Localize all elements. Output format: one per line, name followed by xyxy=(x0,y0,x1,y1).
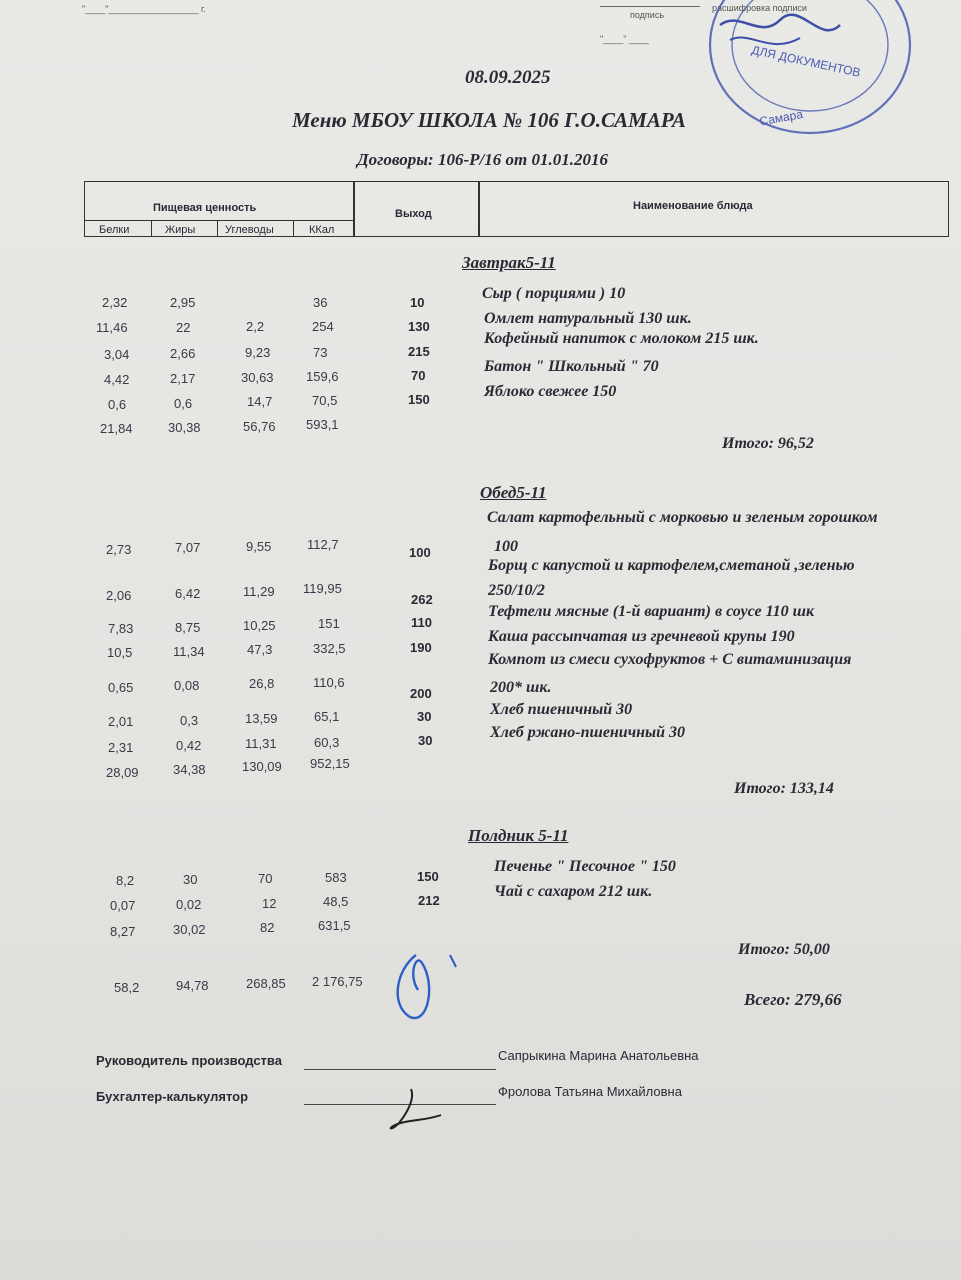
podpis-label: подпись xyxy=(630,10,665,20)
nutrition-cell: 8,75 xyxy=(175,620,201,635)
signature-name: Фролова Татьяна Михайловна xyxy=(498,1084,682,1099)
nutrition-cell: 28,09 xyxy=(106,765,139,780)
nutrition-cell: 4,42 xyxy=(104,372,130,387)
nutrition-cell: 112,7 xyxy=(307,537,339,552)
yield-cell: 30 xyxy=(418,733,433,748)
nutrition-cell: 0,6 xyxy=(174,396,193,411)
nutrition-cell: 8,27 xyxy=(110,924,136,939)
nutrition-cell: 22 xyxy=(176,320,191,335)
signature-name: Сапрыкина Марина Анатольевна xyxy=(498,1048,699,1063)
nutrition-cell: 2,66 xyxy=(170,346,196,361)
nutrition-cell: 0,6 xyxy=(108,397,127,412)
nutrition-cell: 82 xyxy=(260,920,275,935)
nutrition-cell: 2,73 xyxy=(106,542,132,557)
dish-name-cont: 200* шк. xyxy=(490,679,552,696)
nutrition-cell: 7,83 xyxy=(108,621,134,636)
nutrition-cell: 254 xyxy=(312,319,334,334)
yield-cell: 70 xyxy=(411,368,426,383)
dish-name: Чай с сахаром 212 шк. xyxy=(494,883,653,900)
menu-date: 08.09.2025 xyxy=(465,67,551,88)
section-title-breakfast: Завтрак5-11 xyxy=(462,253,556,272)
nutrition-cell: 0,65 xyxy=(108,680,134,695)
yield-cell: 150 xyxy=(408,392,430,407)
nutrition-cell: 56,76 xyxy=(243,419,276,434)
nutrition-cell: 3,04 xyxy=(104,347,130,362)
nutrition-cell: 2,95 xyxy=(170,295,196,310)
nutrition-cell: 11,29 xyxy=(243,584,275,599)
nutrition-cell: 70,5 xyxy=(312,393,338,408)
nutrition-cell: 7,07 xyxy=(175,540,201,555)
dish-name: Компот из смеси сухофруктов + С витаминизация xyxy=(488,651,852,668)
col-protein: Белки xyxy=(99,224,130,236)
nutrition-cell: 119,95 xyxy=(303,581,342,596)
dish-name: Яблоко свежее 150 xyxy=(484,383,617,400)
nutrition-cell: 30,02 xyxy=(173,922,206,937)
section-itogo: Итого: 96,52 xyxy=(722,435,814,452)
nutrition-cell: 952,15 xyxy=(310,756,350,771)
nutrition-cell: 26,8 xyxy=(249,676,275,691)
nutrition-cell: 2,2 xyxy=(246,319,265,334)
approval-date-line: "____"__________________ г. xyxy=(82,4,206,14)
nutrition-cell: 30,38 xyxy=(168,420,201,435)
nutrition-cell: 2,06 xyxy=(106,588,132,603)
nutrition-cell: 110,6 xyxy=(313,675,345,690)
nutrition-cell: 593,1 xyxy=(306,417,339,432)
nutrition-cell: 47,3 xyxy=(247,642,273,657)
nutrition-cell: 60,3 xyxy=(314,735,340,750)
nutrition-cell: 11,34 xyxy=(173,644,205,659)
col-yield: Выход xyxy=(395,208,432,220)
grand-total-vsego: Всего: 279,66 xyxy=(744,990,842,1009)
nutrition-cell: 10,5 xyxy=(107,645,133,660)
col-fat: Жиры xyxy=(165,224,196,236)
nutrition-cell: 94,78 xyxy=(176,978,209,993)
nutrition-cell: 65,1 xyxy=(314,709,340,724)
table-header xyxy=(84,181,949,237)
dish-name: Каша рассыпчатая из гречневой крупы 190 xyxy=(488,628,795,645)
nutrition-cell: 58,2 xyxy=(114,980,140,995)
dish-name: Борщ с капустой и картофелем,сметаной ,зеленью xyxy=(488,557,855,574)
section-itogo: Итого: 133,14 xyxy=(734,780,834,797)
accountant-signature xyxy=(385,1085,445,1135)
nutrition-cell: 0,08 xyxy=(174,678,200,693)
approval-date-line-2: "____" ____ xyxy=(600,34,649,44)
yield-cell: 215 xyxy=(408,344,430,359)
nutrition-cell: 2,01 xyxy=(108,714,134,729)
dish-name: Сыр ( порциями ) 10 xyxy=(482,285,626,302)
nutrition-cell: 151 xyxy=(318,616,340,631)
yield-cell: 110 xyxy=(411,615,432,630)
menu-title: Меню МБОУ ШКОЛА № 106 Г.О.САМАРА xyxy=(292,108,686,132)
nutrition-cell: 0,42 xyxy=(176,738,202,753)
nutrition-cell: 6,42 xyxy=(175,586,201,601)
nutrition-cell: 11,46 xyxy=(96,320,128,335)
nutrition-cell: 70 xyxy=(258,871,273,886)
yield-cell: 150 xyxy=(417,869,439,884)
nutrition-cell: 0,02 xyxy=(176,897,202,912)
dish-name: Тефтели мясные (1-й вариант) в соусе 110 шк xyxy=(488,603,815,620)
nutrition-cell: 9,23 xyxy=(245,345,271,360)
nutrition-cell: 30 xyxy=(183,872,198,887)
nutrition-cell: 631,5 xyxy=(318,918,351,933)
nutrition-cell: 30,63 xyxy=(241,370,274,385)
dish-name: Хлеб ржано-пшеничный 30 xyxy=(490,724,685,741)
col-dish-name: Наименование блюда xyxy=(633,200,753,212)
section-title-lunch: Обед5-11 xyxy=(480,483,547,502)
nutrition-cell: 10,25 xyxy=(243,618,276,633)
nutrition-cell: 11,31 xyxy=(245,736,277,751)
yield-cell: 262 xyxy=(411,592,433,607)
dish-name-cont: 100 xyxy=(494,538,518,555)
nutrition-header: Пищевая ценность xyxy=(153,202,257,214)
nutrition-cell: 130,09 xyxy=(242,759,282,774)
nutrition-cell: 34,38 xyxy=(173,762,206,777)
nutrition-cell: 21,84 xyxy=(100,421,133,436)
nutrition-cell: 2,32 xyxy=(102,295,128,310)
yield-cell: 10 xyxy=(410,295,425,310)
dish-name: Печенье " Песочное " 150 xyxy=(494,858,676,875)
dish-name: Хлеб пшеничный 30 xyxy=(490,701,633,718)
section-itogo: Итого: 50,00 xyxy=(738,941,830,958)
rasshifrovka-label: расшифровка подписи xyxy=(712,3,807,13)
dish-name: Омлет натуральный 130 шк. xyxy=(484,310,692,327)
yield-cell: 190 xyxy=(410,640,432,655)
dish-name-cont: 250/10/2 xyxy=(488,582,545,599)
nutrition-cell: 2 176,75 xyxy=(312,974,363,989)
yield-cell: 100 xyxy=(409,545,431,560)
nutrition-cell: 268,85 xyxy=(246,976,286,991)
nutrition-cell: 73 xyxy=(313,345,328,360)
signature-label: Руководитель производства xyxy=(96,1053,282,1068)
dish-name: Батон " Школьный " 70 xyxy=(484,358,659,375)
dish-name: Салат картофельный с морковью и зеленым горошком xyxy=(487,509,878,526)
nutrition-cell: 332,5 xyxy=(313,641,346,656)
contract-line: Договоры: 106-Р/16 от 01.01.2016 xyxy=(357,150,608,169)
stamp-text-outer: ДЛЯ ДОКУМЕНТОВ xyxy=(750,42,862,80)
yield-cell: 30 xyxy=(417,709,432,724)
nutrition-cell: 2,17 xyxy=(170,371,196,386)
podpis-line xyxy=(600,6,700,7)
nutrition-cell: 159,6 xyxy=(306,369,339,384)
stamp-text-inner: Самара xyxy=(758,107,804,129)
nutrition-cell: 48,5 xyxy=(323,894,349,909)
nutrition-cell: 583 xyxy=(325,870,347,885)
yield-cell: 130 xyxy=(408,319,430,334)
dish-name: Кофейный напиток с молоком 215 шк. xyxy=(484,330,759,347)
yield-cell: 200 xyxy=(410,686,432,701)
handwritten-signature-mark xyxy=(388,945,468,1030)
signature-label: Бухгалтер-калькулятор xyxy=(96,1089,249,1104)
nutrition-cell: 36 xyxy=(313,295,328,310)
nutrition-cell: 12 xyxy=(262,896,277,911)
yield-cell: 212 xyxy=(418,893,440,908)
col-kcal: ККал xyxy=(309,224,335,236)
official-stamp xyxy=(690,0,930,150)
nutrition-cell: 0,07 xyxy=(110,898,136,913)
nutrition-cell: 14,7 xyxy=(247,394,273,409)
col-carbs: Углеводы xyxy=(225,224,274,236)
nutrition-cell: 13,59 xyxy=(245,711,278,726)
nutrition-cell: 8,2 xyxy=(116,873,135,888)
section-title-snack: Полдник 5-11 xyxy=(468,826,569,845)
nutrition-cell: 2,31 xyxy=(108,740,134,755)
nutrition-cell: 9,55 xyxy=(246,539,272,554)
nutrition-cell: 0,3 xyxy=(180,713,199,728)
